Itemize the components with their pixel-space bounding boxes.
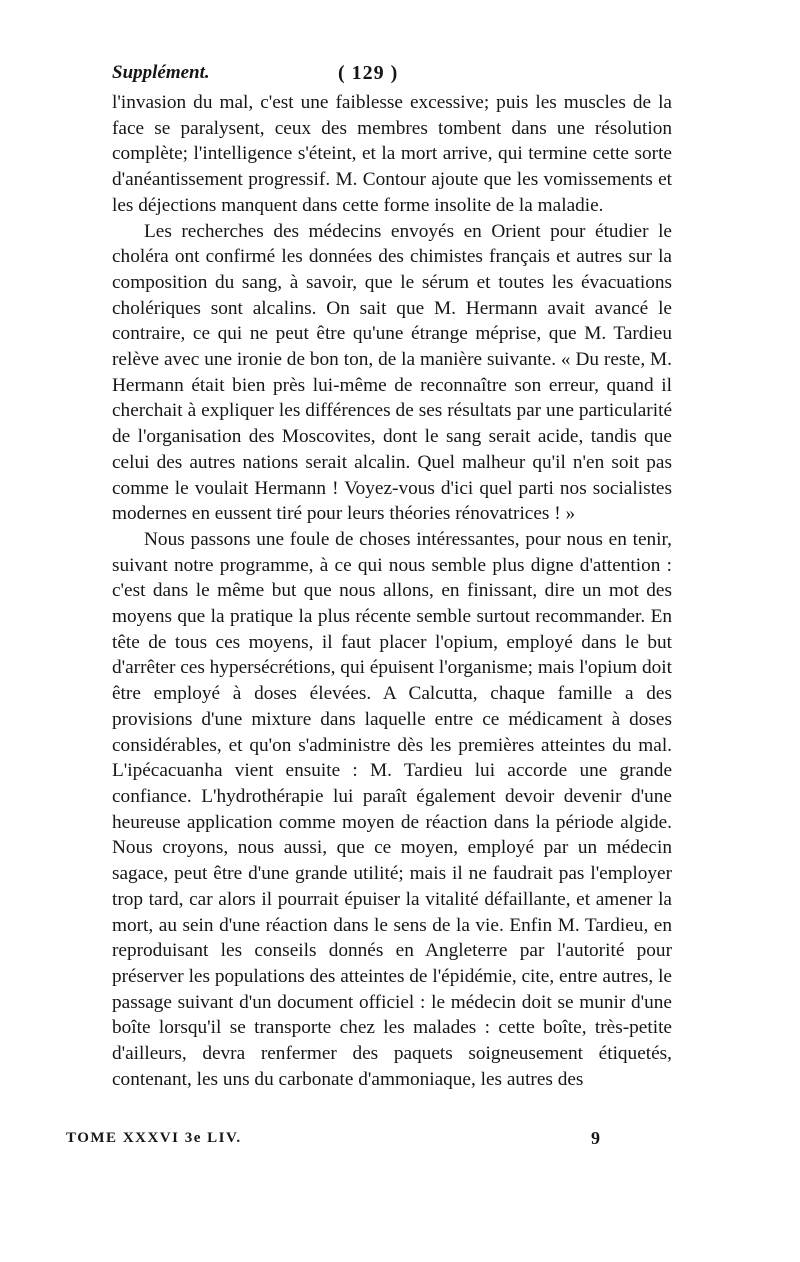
signature-mark: TOME XXXVI 3e LIV. bbox=[66, 1130, 242, 1146]
page-footer bbox=[66, 1130, 606, 1156]
paragraph: l'invasion du mal, c'est une faiblesse excessive; puis les muscles de la face se paralysent, ceux des membres tombent dans une résolution complète; l'intelligence s'éteint, et la mort arrive, qui termine cette sorte d'anéantissement progressif. M. Contour ajoute que les vomissements et les déjections manquent dans cette forme insolite de la maladie. bbox=[112, 92, 672, 216]
paragraph: Nous passons une foule de choses intéressantes, pour nous en tenir, suivant notre programme, à ce qui nous semble plus digne d'attention : c'est dans le même but que nous allons, en finissant, dire un mot des moyens que la pratique la plus récente semble surtout recommander. En tête de tous ces moyens, il faut placer l'opium, employé dans le but d'arrêter ces hypersécrétions, qui épuisent l'organisme; mais l'opium doit être employé à doses élevées. A Calcutta, chaque famille a des provisions d'une mixture dans laquelle entre ce médicament à doses considérables, et qu'on s'administre dès les premières atteintes du mal. L'ipécacuanha vient ensuite : M. Tardieu lui accorde une grande confiance. L'hydrothérapie lui paraît également devoir devenir d'une heureuse application comme moyen de réaction dans la période algide. Nous croyons, nous aussi, que ce moyen, employé par un médecin sagace, peut être d'une grande utilité; mais il ne faudrait pas l'employer trop tard, car alors il pourrait épuiser la vitalité défaillante, et amener la mort, au sein d'une réaction dans le sens de la vie. Enfin M. Tardieu, en reproduisant les conseils donnés en Angleterre par l'autorité pour préserver les populations des atteintes de l'épidémie, cite, entre autres, le passage suivant d'un document officiel : le médecin doit se munir d'une boîte lorsqu'il se transporte chez les malades : cette boîte, très-petite d'ailleurs, devra renfermer des paquets soigneusement étiquetés, contenant, les uns du carbonate d'ammoniaque, les autres des bbox=[112, 528, 672, 1090]
paragraph: Les recherches des médecins envoyés en Orient pour étudier le choléra ont confirmé les données des chimistes français et autres sur la composition du sang, à savoir, que le sérum et toutes les évacuations cholériques sont alcalins. On sait que M. Hermann avait avancé le contraire, ce qui ne peut être qu'une étrange méprise, que M. Tardieu relève avec une ironie de bon ton, de la manière suivante. « Du reste, M. Hermann était bien près lui-même de reconnaître son erreur, quand il cherchait à expliquer les différences de ses résultats par une particularité de l'organisation des Moscovites, dont le sang serait acide, tandis que celui des autres nations serait alcalin. Quel malheur qu'il n'en soit pas comme le voulait Hermann ! Voyez-vous d'ici quel parti nos socialistes modernes en eussent tiré pour leurs théories rénovatrices ! » bbox=[112, 220, 672, 525]
sheet-number: 9 bbox=[591, 1128, 600, 1148]
running-head: Supplément. bbox=[112, 62, 210, 83]
body-text bbox=[112, 90, 672, 1092]
page bbox=[112, 56, 672, 1092]
page-header bbox=[112, 56, 672, 90]
page-number: ( 129 ) bbox=[338, 62, 399, 84]
